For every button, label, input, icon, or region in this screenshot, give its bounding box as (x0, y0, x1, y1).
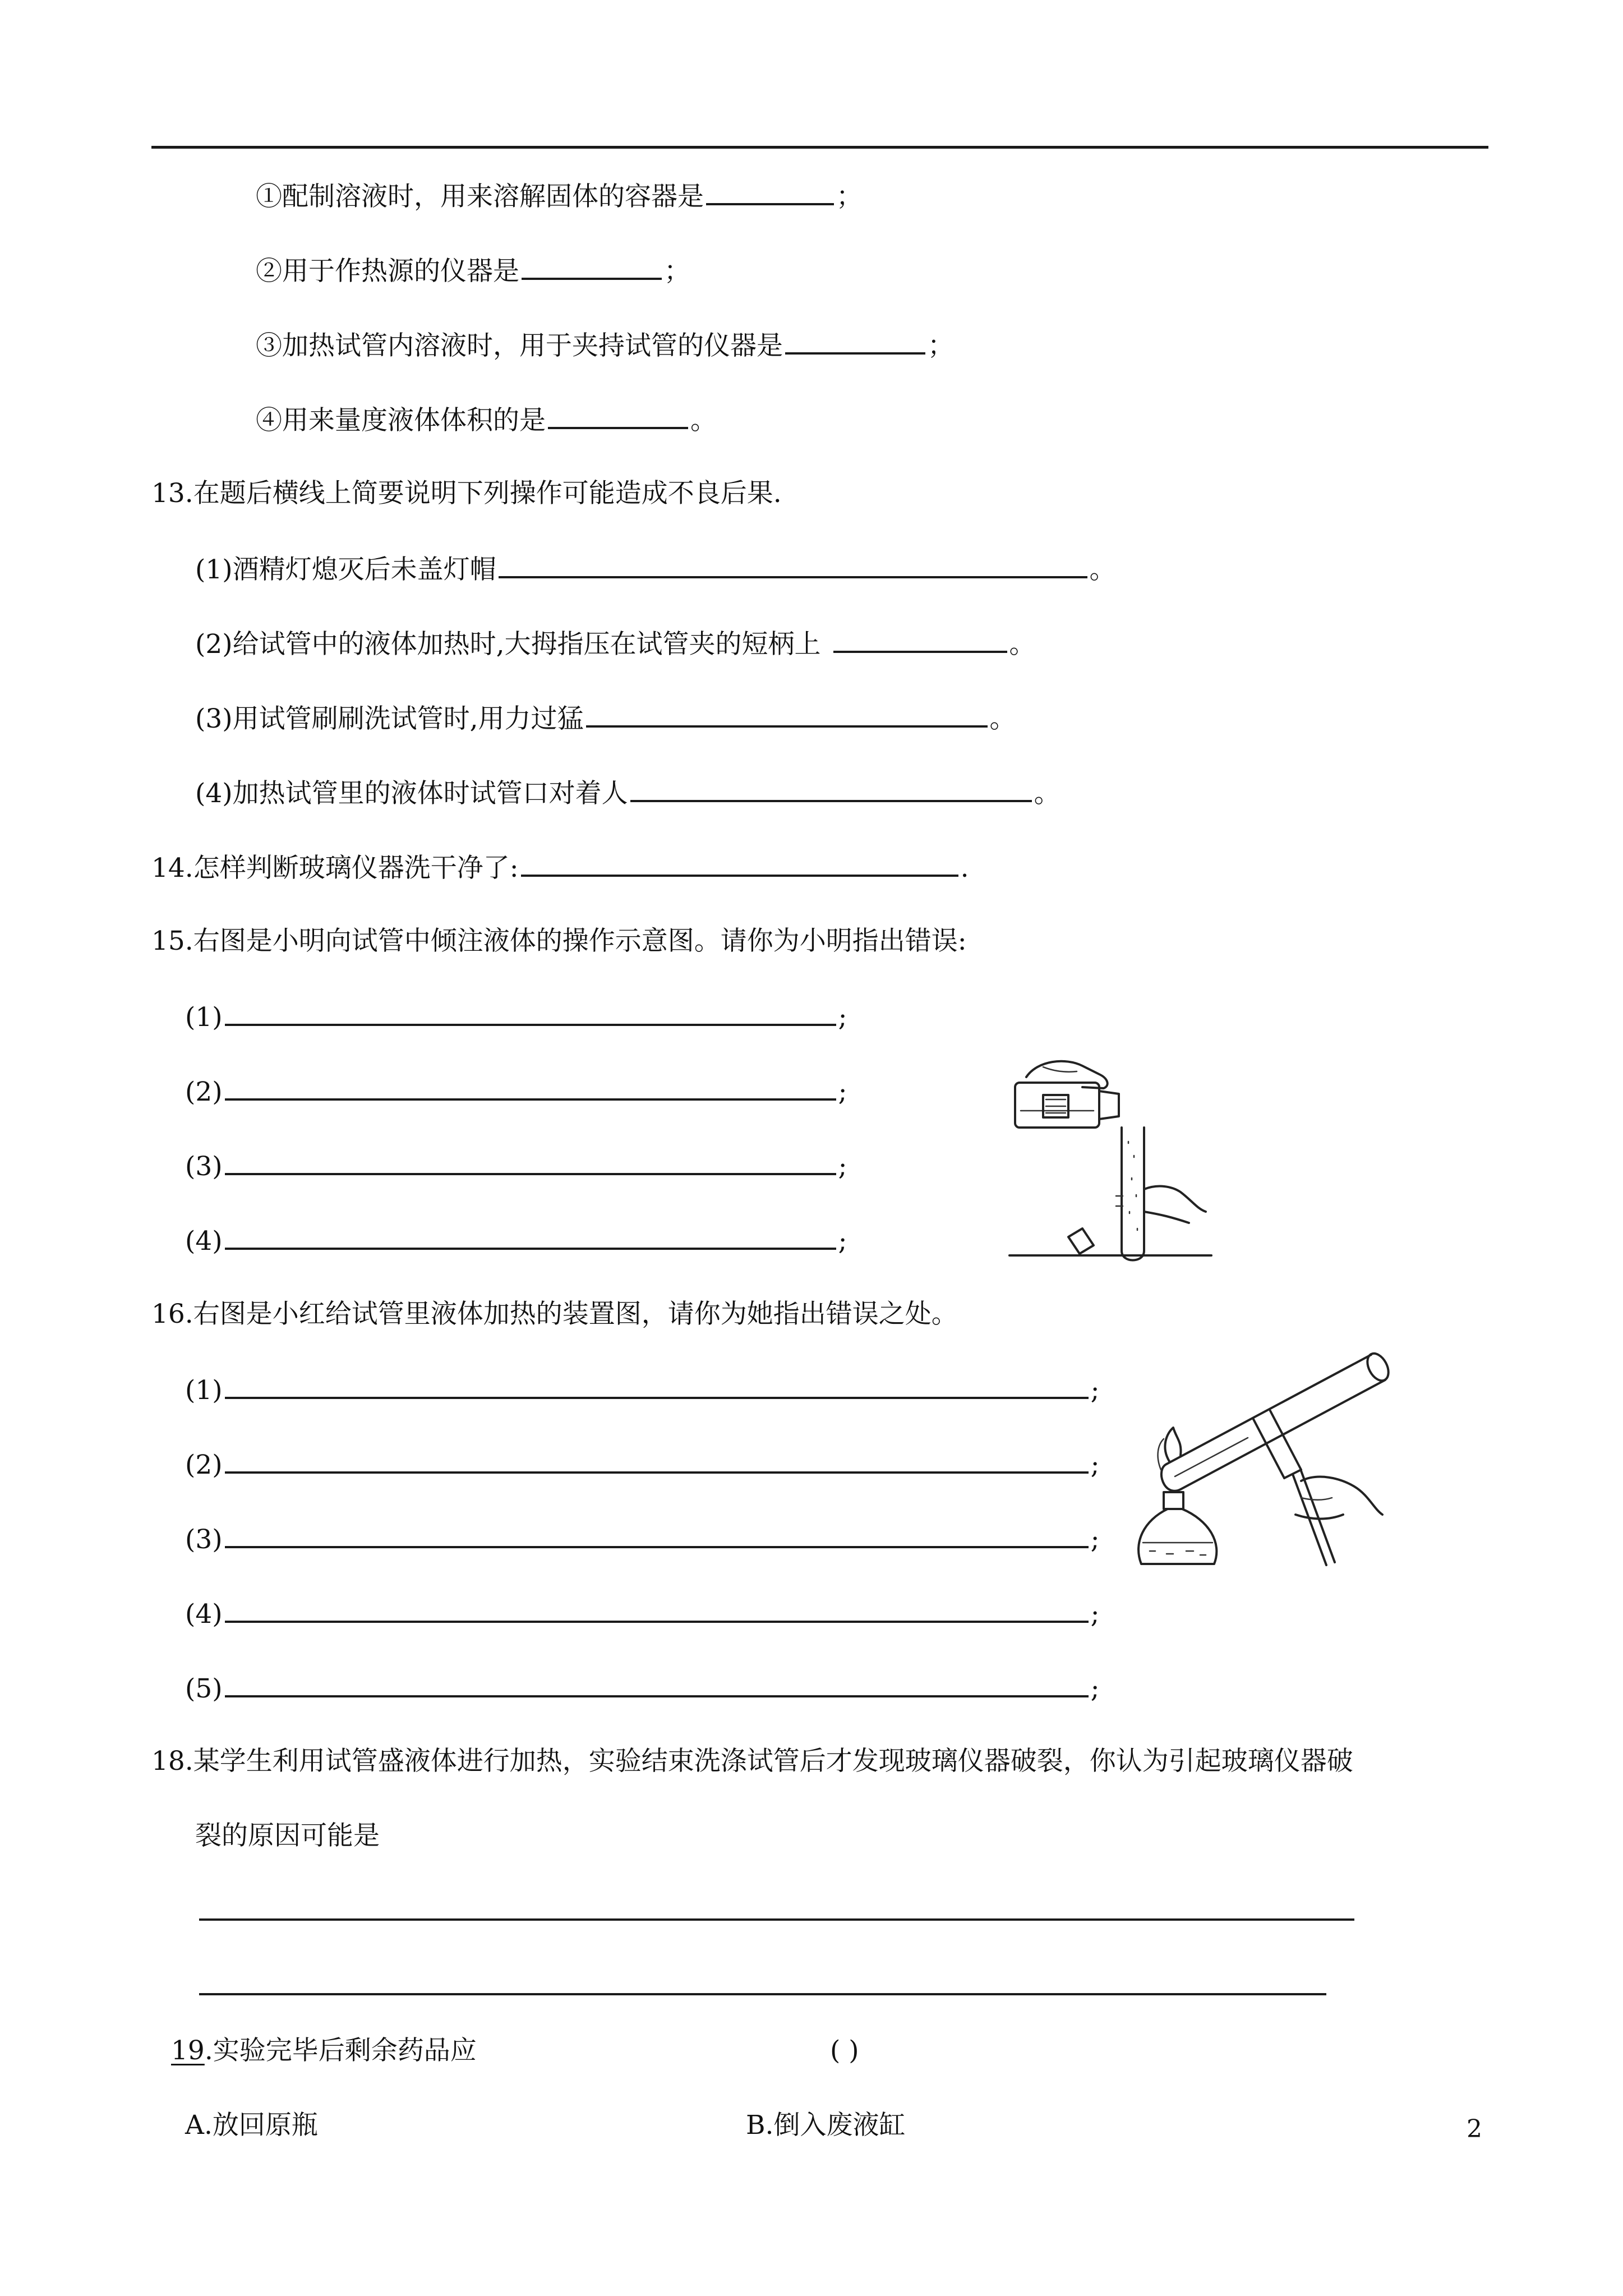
heating-test-tube-figure (1133, 1329, 1424, 1571)
q13-title: 13.在题后横线上简要说明下列操作可能造成不良后果. (151, 478, 782, 509)
q15-blank-1[interactable] (225, 999, 836, 1026)
page-number: 2 (1467, 2115, 1482, 2143)
q18-answer-line-2[interactable] (199, 1993, 1326, 1995)
q19-stem (171, 2034, 477, 2068)
q15-item-4: (4) ; (185, 1223, 847, 1258)
q12-blank-4[interactable] (548, 402, 688, 429)
q18-line-1: 18.某学生利用试管盛液体进行加热，实验结束洗涤试管后才发现玻璃仪器破裂，你认为引起玻璃仪器破 (151, 1746, 1353, 1777)
q19-number: 19 (171, 2035, 205, 2066)
q16-item-4: (4) ; (185, 1596, 1099, 1631)
q15-title: 15.右图是小明向试管中倾注液体的操作示意图。请你为小明指出错误: (151, 926, 967, 956)
q12-item-3-text: ③加热试管内溶液时，用于夹持试管的仪器是 (256, 330, 783, 361)
q16-blank-2[interactable] (225, 1447, 1089, 1474)
q15-blank-4[interactable] (225, 1223, 836, 1250)
q14-blank[interactable] (521, 850, 958, 877)
header-rule (151, 146, 1488, 149)
q13-blank-4[interactable] (630, 775, 1032, 802)
q16-item-3: (3) ; (185, 1521, 1099, 1557)
q16-blank-5[interactable] (225, 1671, 1089, 1697)
q13-blank-2[interactable] (833, 626, 1007, 653)
q13-item-2: (2)给试管中的液体加热时,大拇指压在试管夹的短柄上 。 (195, 626, 1036, 661)
q13-item-1: (1)酒精灯熄灭后未盖灯帽 。 (195, 551, 1116, 587)
q14-title: 14.怎样判断玻璃仪器洗干净了: (151, 853, 519, 884)
q12-item-4: ④用来量度液体体积的是 。 (256, 402, 717, 438)
q15-item-1: (1) ; (185, 999, 847, 1034)
q12-item-1: ①配制溶液时，用来溶解固体的容器是 ； (256, 178, 863, 214)
q12-blank-3[interactable] (785, 328, 925, 355)
q18-line-2: 裂的原因可能是 (195, 1820, 380, 1851)
q12-item-4-text: ④用来量度液体体积的是 (256, 405, 546, 436)
q15-blank-2[interactable] (225, 1074, 836, 1101)
q12-blank-2[interactable] (522, 253, 662, 280)
q15-blank-3[interactable] (225, 1148, 836, 1175)
q15-item-2: (2) ; (185, 1074, 847, 1109)
q12-item-1-text: ①配制溶液时，用来溶解固体的容器是 (256, 181, 704, 212)
q15-item-3: (3) ; (185, 1148, 847, 1184)
q16-blank-1[interactable] (225, 1372, 1089, 1399)
q12-item-2: ②用于作热源的仪器是 ； (256, 253, 690, 288)
q13-blank-1[interactable] (499, 551, 1087, 578)
q12-item-3: ③加热试管内溶液时，用于夹持试管的仪器是 ； (256, 328, 954, 363)
q13-blank-3[interactable] (586, 701, 988, 728)
q16-title: 16.右图是小红给试管里液体加热的装置图，请你为她指出错误之处。 (151, 1299, 958, 1329)
q14-line: 14.怎样判断玻璃仪器洗干净了: . (151, 850, 969, 885)
q19-option-a[interactable]: A.放回原瓶 (185, 2110, 318, 2141)
pouring-liquid-figure (1004, 1043, 1217, 1268)
q12-blank-1[interactable] (706, 178, 834, 205)
q19-text: .实验完毕后剩余药品应 (204, 2035, 477, 2066)
q16-blank-3[interactable] (225, 1521, 1089, 1548)
q16-item-2: (2) ; (185, 1447, 1099, 1482)
q12-item-2-text: ②用于作热源的仪器是 (256, 256, 519, 287)
q13-item-3: (3)用试管刷刷洗试管时,用力过猛 。 (195, 701, 1016, 736)
q16-item-5: (5) ; (185, 1671, 1099, 1706)
q16-blank-4[interactable] (225, 1596, 1089, 1623)
q19-answer-paren[interactable]: ( ) (830, 2035, 859, 2066)
q13-item-4: (4)加热试管里的液体时试管口对着人 。 (195, 775, 1061, 811)
q19-option-b[interactable]: B.倒入废液缸 (746, 2110, 906, 2141)
q18-answer-line-1[interactable] (199, 1918, 1354, 1921)
q16-item-1: (1) ; (185, 1372, 1099, 1407)
